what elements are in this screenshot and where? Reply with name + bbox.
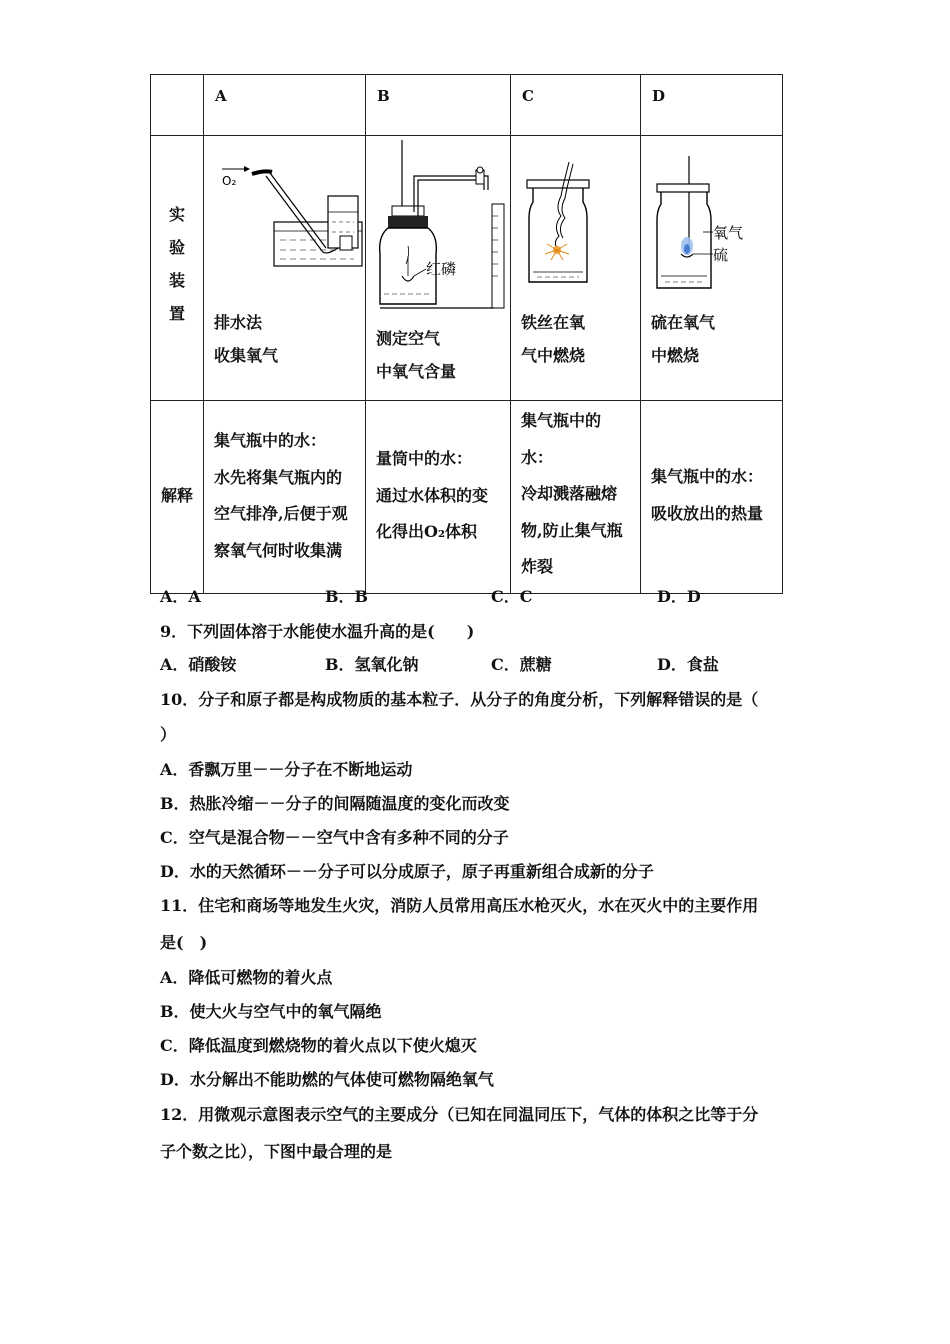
- water-displacement-diagram: [204, 136, 366, 326]
- header-c: C: [511, 75, 641, 136]
- q11-stem-line2: 是( ): [160, 933, 208, 952]
- q11-option-b: B．使大火与空气中的氧气隔绝: [160, 1002, 382, 1021]
- header-corner: [151, 75, 204, 136]
- q12-stem-line1: 12．用微观示意图表示空气的主要成分（已知在同温同压下，气体的体积之比等于分: [160, 1105, 759, 1124]
- q11-option-d: D．水分解出不能助燃的气体使可燃物隔绝氧气: [160, 1070, 494, 1089]
- header-b: B: [366, 75, 511, 136]
- q9-option-d: D．食盐: [657, 655, 719, 674]
- apparatus-row-label: 实 验 装 置: [151, 136, 204, 401]
- q9-option-a: A．硝酸铵: [160, 655, 237, 674]
- q8-option-d: D．D: [657, 587, 701, 606]
- explanation-a: 集气瓶中的水： 水先将集气瓶内的 空气排净,后便于观 察氧气何时收集满: [204, 401, 366, 594]
- q9-option-b: B．氢氧化钠: [325, 655, 419, 674]
- q11-option-a: A．降低可燃物的着火点: [160, 968, 333, 987]
- table-header-row: [151, 75, 783, 136]
- apparatus-a: O₂ 排水法 收集氧气: [204, 136, 366, 401]
- q10-option-d: D．水的天然循环－－分子可以分成原子，原子再重新组合成新的分子: [160, 862, 654, 881]
- q12-stem-line2: 子个数之比），下图中最合理的是: [160, 1142, 393, 1161]
- q10-stem-line2: ）: [160, 725, 177, 744]
- q9-stem: 9．下列固体溶于水能使水温升高的是( ): [160, 622, 475, 641]
- sulfur-label: 硫: [713, 246, 729, 264]
- apparatus-row: [151, 136, 783, 401]
- q10-option-c: C．空气是混合物－－空气中含有多种不同的分子: [160, 828, 509, 847]
- header-a: A: [204, 75, 366, 136]
- explanation-row: [151, 401, 783, 594]
- iron-combustion-diagram: [511, 136, 641, 326]
- q9-option-c: C．蔗糖: [491, 655, 552, 674]
- q8-option-c: C．C: [491, 587, 533, 606]
- o2-label: O₂: [222, 174, 237, 188]
- q10-stem-line1: 10．分子和原子都是构成物质的基本粒子．从分子的角度分析，下列解释错误的是（: [160, 690, 759, 709]
- red-phosphorus-label: 红磷: [426, 260, 457, 278]
- explanation-row-label: 解释: [151, 401, 204, 594]
- q8-option-a: A．A: [160, 587, 201, 606]
- apparatus-c: 铁丝在氧 气中燃烧: [511, 136, 641, 401]
- header-d: D: [641, 75, 783, 136]
- experiment-table: [150, 74, 783, 594]
- oxygen-content-diagram: [366, 136, 511, 326]
- oxygen-label: 氧气: [713, 224, 744, 242]
- explanation-b: 量筒中的水： 通过水体积的变 化得出O₂体积: [366, 401, 511, 594]
- apparatus-b: 红磷 测定空气 中氧气含量: [366, 136, 511, 401]
- q11-stem-line1: 11．住宅和商场等地发生火灾，消防人员常用高压水枪灭火，水在灭火中的主要作用: [160, 896, 759, 915]
- q8-option-b: B．B: [325, 587, 369, 606]
- q10-option-b: B．热胀冷缩－－分子的间隔随温度的变化而改变: [160, 794, 510, 813]
- q10-option-a: A．香飘万里－－分子在不断地运动: [160, 760, 413, 779]
- explanation-d: 集气瓶中的水： 吸收放出的热量: [641, 401, 783, 594]
- explanation-c: 集气瓶中的 水： 冷却溅落融熔 物,防止集气瓶 炸裂: [511, 401, 641, 594]
- sulfur-combustion-diagram: [641, 136, 783, 326]
- q11-option-c: C．降低温度到燃烧物的着火点以下使火熄灭: [160, 1036, 477, 1055]
- apparatus-d: 氧气 硫 硫在氧气 中燃烧: [641, 136, 783, 401]
